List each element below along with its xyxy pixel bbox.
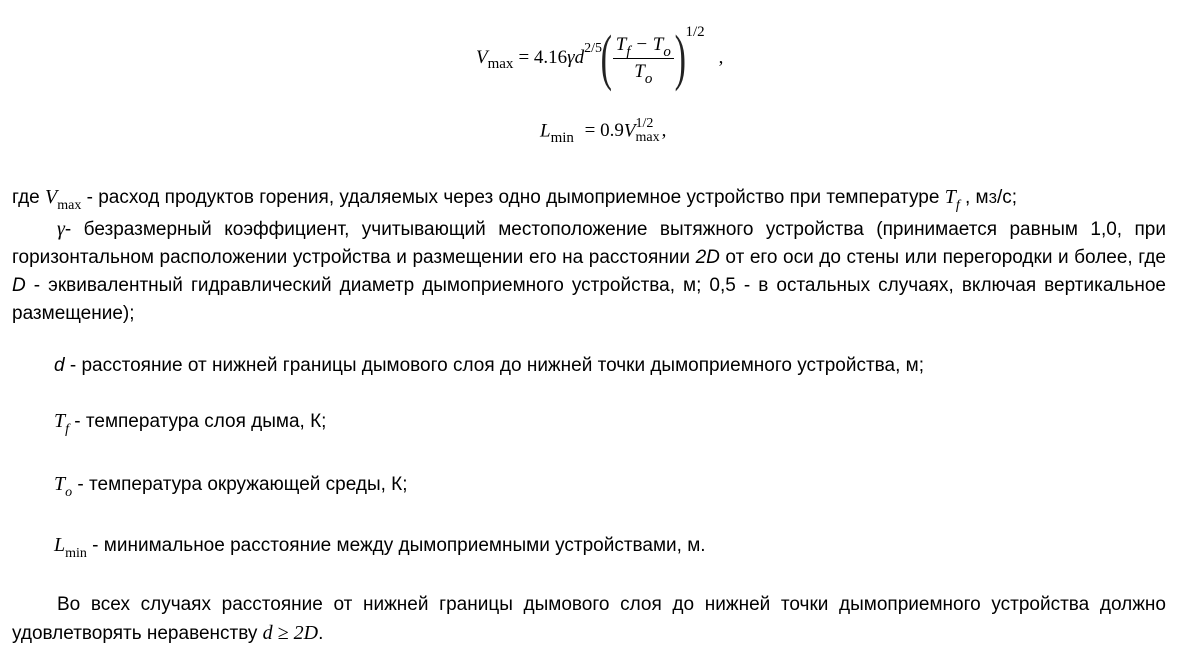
definition-vmax: где $V_{max}$ - расход продуктов горения, удаляемых через одно дымоприемное устройство при температуре $T_f$ , м3/с; (12, 186, 1018, 213)
temperature-fraction (613, 33, 674, 87)
vmax-coefficient: = 4.16 (518, 47, 568, 68)
right-paren: ) (674, 24, 686, 92)
lmin-def-symbol: $L_{min}$ (54, 534, 87, 561)
left-paren: ( (600, 24, 613, 92)
fraction-denominator: $T_o$ (634, 60, 653, 87)
lmin-coefficient: = 0.9 (584, 120, 624, 142)
definition-lmin: $L_{min}$ - минимальное расстояние между дымоприемными устройствами, м. (54, 534, 706, 561)
formula-vmax-comma: , (718, 47, 724, 68)
vmax-subscript: max (487, 55, 514, 72)
d-inline-symbol: d (54, 355, 65, 376)
lmin-v-symbol: V (623, 120, 636, 142)
vmax-symbol: V (476, 47, 488, 68)
definition-tf: $T_f$ - температура слоя дыма, К; (54, 410, 327, 437)
to-def-symbol: $T_o$ (54, 473, 73, 500)
gamma-inline-symbol: γ (57, 218, 65, 240)
formula-vmax (476, 18, 723, 98)
lmin-symbol: L (540, 120, 551, 142)
vmax-inline-symbol: $V_{max}$ (45, 186, 82, 213)
definition-to: $T_o$ - температура окружающей среды, К; (54, 473, 408, 500)
definition-d: d - расстояние от нижней границы дымового слоя до нижней точки дымоприемного устройства, м; (54, 355, 925, 376)
gamma-symbol: γ (567, 47, 575, 68)
tf-def-symbol: $T_f$ (54, 410, 70, 437)
tf-inline-symbol: $T_f$ (944, 186, 960, 213)
d-symbol: d (574, 47, 585, 68)
definition-gamma: γ- безразмерный коэффициент, учитывающий местоположение вытяжного устройства (принимается равным 1,0, при горизонтальном расположении устройства и размещении его на расстоянии 2D от его оси до стены или перегородки и более, где D - эквивалентный гидравлический диаметр дымоприемного устройства, м; 0,5 - в остальных случаях, включая вертикальное размещение); (12, 218, 1166, 324)
fraction-numerator: $T_f - T_o$ (613, 34, 674, 59)
d-exponent: 2/5 (584, 41, 603, 56)
inequality: d ≥ 2D (262, 622, 319, 644)
power-exponent: 1/2 (685, 23, 705, 40)
formula-lmin: $L_{min} = 0.9V$ 1/2 max , (540, 116, 667, 147)
lmin-v-scripts: 1/2 max (635, 116, 660, 145)
lmin-subscript: min (550, 130, 574, 147)
conclusion-paragraph: Во всех случаях расстояние от нижней границы дымового слоя до нижней точки дымоприемного устройства должно удовлетворять неравенству d ≥ 2D. (12, 594, 1166, 644)
